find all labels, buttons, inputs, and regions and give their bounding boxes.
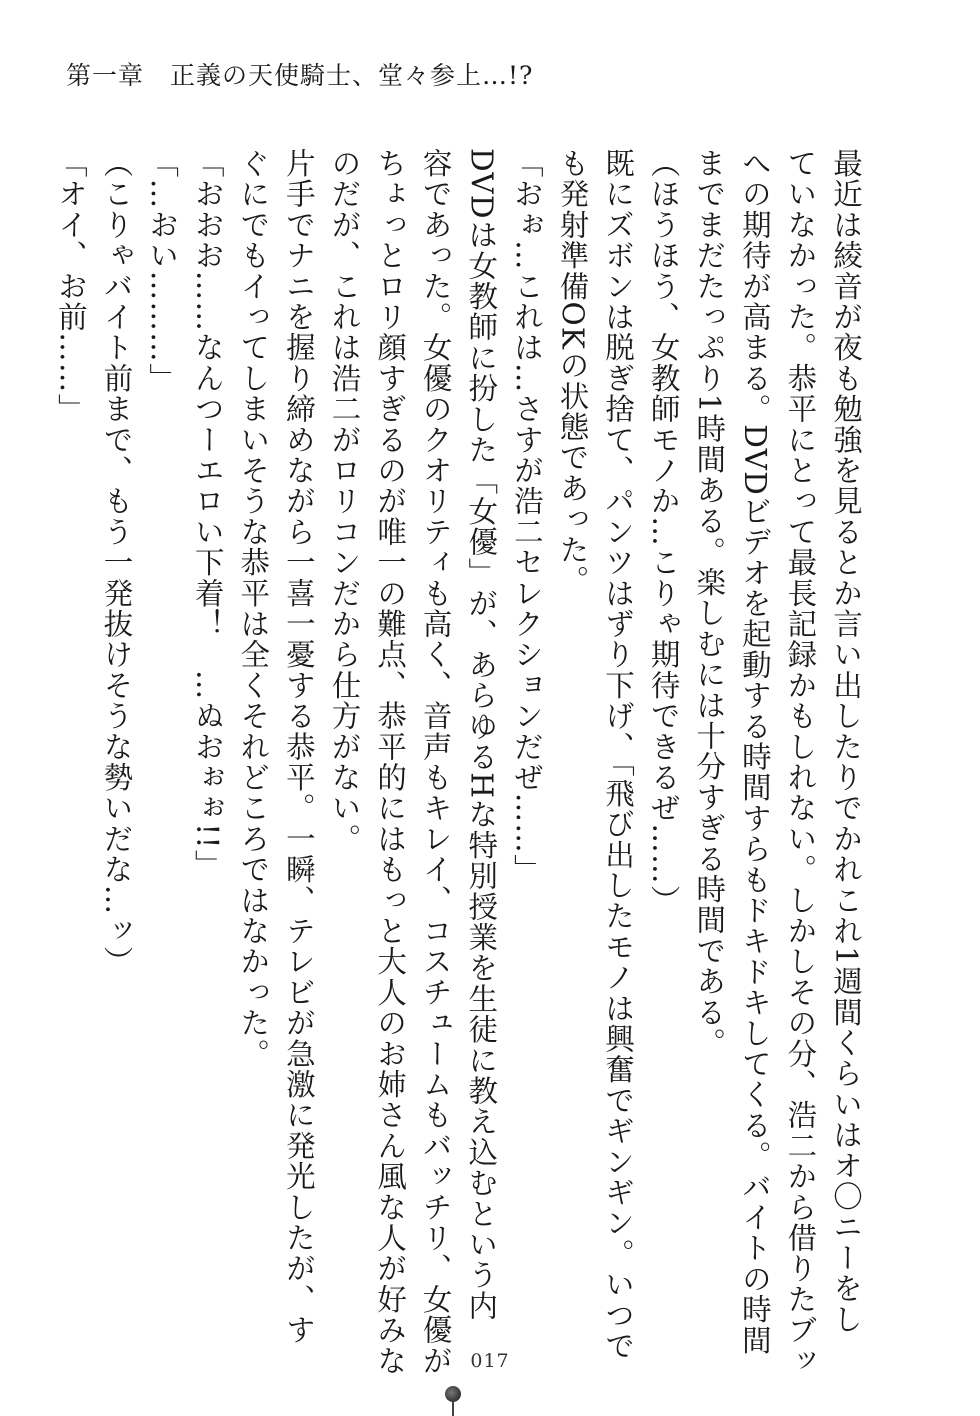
text-line: （こりゃバイト前まで、もう一発抜けそうな勢いだな…ッ） — [99, 148, 134, 977]
text-line: 容であった。女優のクオリティも高く、音声もキレイ、コスチュームもバッチリ、女優が — [418, 148, 453, 1376]
text-line: DVDは女教師に扮した「女優」が、あらゆるHな特別授業を生徒に教え込むという内 — [464, 148, 499, 1322]
text-line: ぐにでもイってしまいそうな恭平は全くそれどころではなかった。 — [236, 148, 271, 1069]
text-line: のだが、これは浩二がロリコンだから仕方がない。 — [327, 148, 362, 855]
text-line: への期待が高まる。DVDビデオを起動する時間すらもドキドキしてくる。バイトの時間 — [737, 148, 772, 1356]
folio-ornament-icon — [445, 1386, 461, 1402]
text-line: 「おおお……なんつーエロい下着！ …ぬおぉぉ!!」 — [190, 148, 225, 881]
folio-stem — [452, 1402, 454, 1416]
text-line: も発射準備OKの状態であった。 — [555, 148, 590, 596]
text-line: 既にズボンは脱ぎ捨て、パンツはずり下げ、「飛び出したモノは興奮でギンギン。いつで — [601, 148, 636, 1362]
page-number: 017 — [470, 1350, 510, 1372]
text-line: ていなかった。恭平にとって最長記録かもしれない。しかしその分、浩二から借りたブッ — [783, 148, 818, 1376]
text-line: （ほうほう、女教師モノか…こりゃ期待できるぜ……） — [646, 148, 681, 916]
text-line: 「…おい………」 — [145, 148, 180, 394]
text-line: 「おぉ…これは…さすが浩二セレクションだぜ……」 — [509, 148, 544, 885]
text-line: までまだたっぷり1時間ある。楽しむには十分すぎる時間である。 — [692, 148, 727, 1059]
text-line: 「オイ、お前……」 — [53, 148, 88, 425]
running-head: 第一章 正義の天使騎士、堂々参上…!? — [66, 61, 534, 90]
text-line: 片手でナニを握り締めながら一喜一憂する恭平。一瞬、テレビが急激に発光したが、す — [281, 148, 316, 1346]
text-line: ちょっとロリ顔すぎるのが唯一の難点、恭平的にはもっと大人のお姉さん風な人が好みな — [373, 148, 408, 1376]
text-line: 最近は綾音が夜も勉強を見るとか言い出したりでかれこれ1週間くらいはオ〇ニーをし — [829, 148, 863, 1335]
